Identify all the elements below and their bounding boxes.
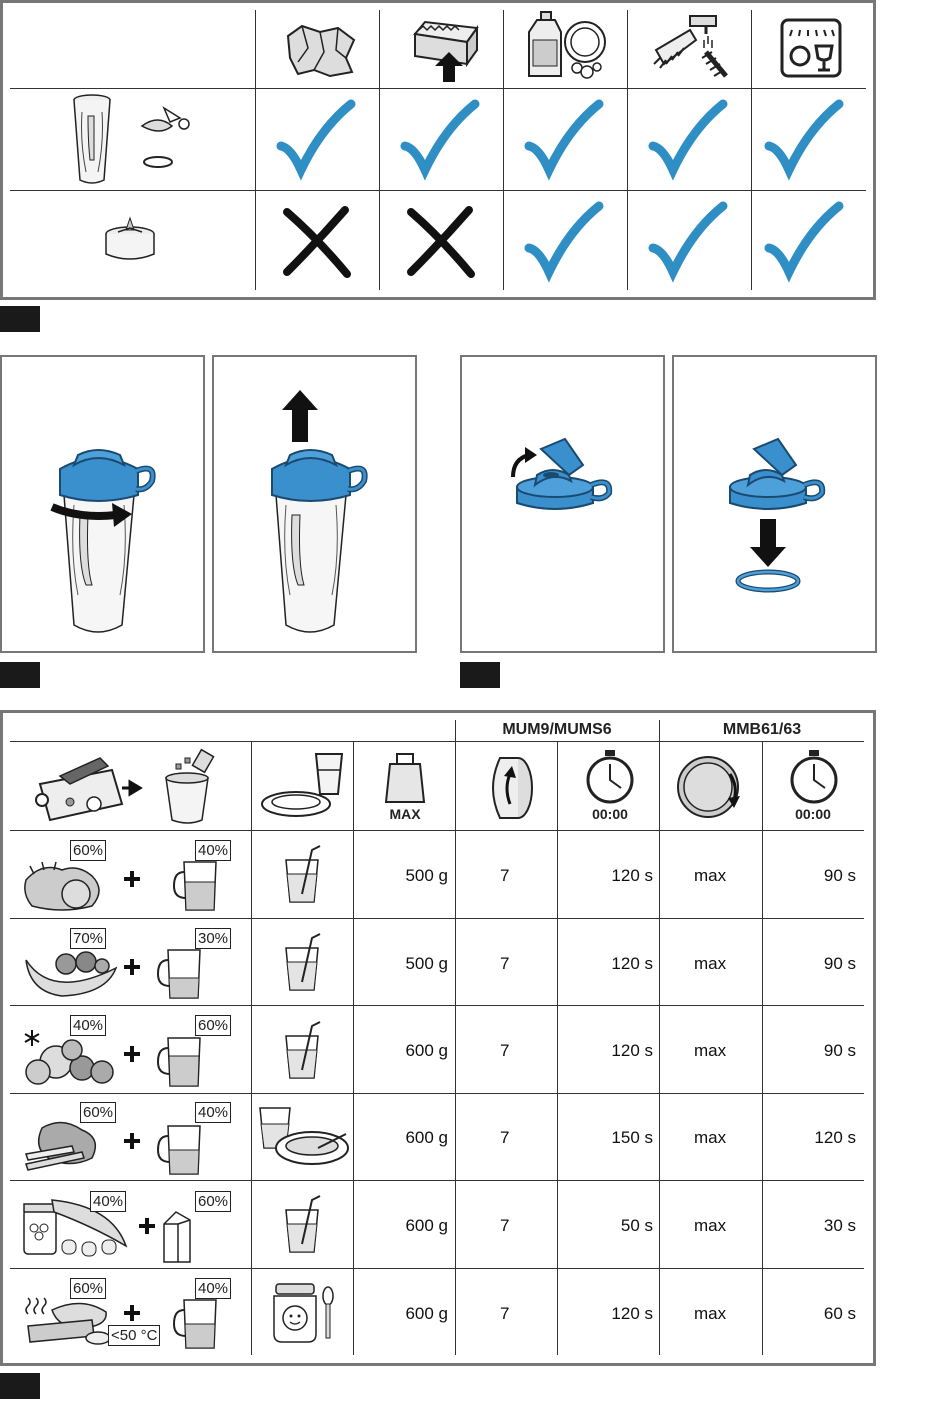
divider (251, 741, 252, 1355)
jug-icon (156, 1034, 206, 1090)
divider (10, 1093, 864, 1094)
cross-icon (287, 210, 347, 274)
weight-value: 500 g (405, 866, 448, 885)
time-value-mum: 50 s (620, 1216, 653, 1235)
divider (455, 720, 456, 1355)
liquid-percent: 60% (195, 1191, 231, 1212)
glass-straw-icon (284, 1020, 324, 1080)
setting-value: max (694, 954, 727, 973)
check-icon (405, 104, 475, 170)
figure-tab (0, 1373, 40, 1399)
liquid-percent: 40% (195, 1278, 231, 1299)
jug-icon (172, 858, 222, 914)
bottle-lift-illustration (252, 390, 382, 645)
plus-icon (122, 869, 142, 889)
setting-value: max (694, 1041, 727, 1060)
jug-icon (156, 946, 206, 1002)
fruit-icon (22, 944, 122, 1000)
figure-tab (0, 306, 40, 332)
ingredient-percent: 60% (70, 1278, 106, 1299)
weight-value: 600 g (405, 1304, 448, 1323)
ingredient-percent: 70% (70, 928, 106, 949)
figure-tab (0, 662, 40, 688)
cross-icon (411, 210, 471, 274)
control-knob-icon (676, 754, 746, 820)
bottle-twist-illustration (40, 445, 170, 645)
ingredient-percent: 40% (70, 1015, 106, 1036)
time-value-mum: 120 s (611, 1041, 653, 1060)
baby-food-jar-icon (272, 1280, 336, 1346)
speed-value: 7 (500, 1216, 510, 1235)
liquid-percent: 30% (195, 928, 231, 949)
max-label: MAX (389, 806, 421, 822)
glass-and-bowl-icon (258, 1104, 350, 1168)
group-header-mmb: MMB61/63 (722, 721, 802, 738)
setting-value: max (694, 1304, 727, 1323)
weight-value: 500 g (405, 954, 448, 973)
temperature-note: <50 °C (108, 1325, 160, 1346)
time-value-mmb: 90 s (823, 1041, 856, 1060)
setting-value: max (694, 1128, 727, 1147)
plus-icon (122, 1303, 142, 1323)
liquid-percent: 40% (195, 1102, 231, 1123)
cleaning-results (0, 0, 876, 300)
check-icon (653, 206, 723, 272)
time-value-mmb: 90 s (823, 954, 856, 973)
time-value-mum: 120 s (611, 866, 653, 885)
jug-icon (156, 1122, 206, 1178)
time-value-mmb: 90 s (823, 866, 856, 885)
ingredient-percent: 60% (70, 840, 106, 861)
divider (10, 1180, 864, 1181)
check-icon (281, 104, 351, 170)
time-value-mmb: 30 s (823, 1216, 856, 1235)
setting-value: max (694, 866, 727, 885)
group-header-mum: MUM9/MUMS6 (502, 721, 612, 738)
glass-straw-icon (284, 932, 324, 992)
leafy-vegetables-icon (22, 1118, 122, 1174)
ingredient-percent: 40% (90, 1191, 126, 1212)
speed-dial-icon (480, 754, 536, 822)
check-icon (769, 104, 839, 170)
glass-straw-icon (284, 1194, 324, 1254)
divider (10, 830, 864, 831)
milk-carton-icon (160, 1210, 194, 1264)
plus-icon (122, 957, 142, 977)
weight-icon (384, 752, 426, 806)
time-value-mum: 120 s (611, 1304, 653, 1323)
check-icon (529, 206, 599, 272)
lid-seal-illustration (718, 435, 833, 595)
divider (762, 741, 763, 1355)
check-icon (653, 104, 723, 170)
weight-value: 600 g (405, 1041, 448, 1060)
weight-value: 600 g (405, 1216, 448, 1235)
divider (10, 741, 864, 742)
divider (353, 741, 354, 1355)
figure-tab (460, 662, 500, 688)
plus-icon (137, 1216, 157, 1236)
speed-value: 7 (500, 866, 510, 885)
divider (10, 1268, 864, 1269)
glass-straw-icon (284, 844, 324, 904)
glass-and-plate-icon (258, 750, 348, 822)
setting-value: max (694, 1216, 727, 1235)
plus-icon (122, 1044, 142, 1064)
speed-value: 7 (500, 1041, 510, 1060)
time-value-mmb: 120 s (814, 1128, 856, 1147)
check-icon (769, 206, 839, 272)
plus-icon (122, 1131, 142, 1151)
timer-icon (789, 750, 839, 806)
time-value-mmb: 60 s (823, 1304, 856, 1323)
timer-label: 00:00 (795, 806, 831, 822)
time-value-mum: 120 s (611, 954, 653, 973)
speed-value: 7 (500, 1304, 510, 1323)
jug-icon (172, 1296, 222, 1352)
divider (10, 1005, 864, 1006)
speed-value: 7 (500, 954, 510, 973)
check-icon (529, 104, 599, 170)
timer-icon (585, 750, 635, 806)
ingredient-percent: 60% (80, 1102, 116, 1123)
lid-open-illustration (505, 435, 620, 520)
weight-value: 600 g (405, 1128, 448, 1147)
vegetables-icon (22, 860, 122, 912)
divider (557, 741, 558, 1355)
divider (10, 918, 864, 919)
timer-label: 00:00 (592, 806, 628, 822)
speed-value: 7 (500, 1128, 510, 1147)
liquid-percent: 40% (195, 840, 231, 861)
liquid-percent: 60% (195, 1015, 231, 1036)
cooked-vegetables-icon (22, 1292, 122, 1348)
divider (659, 720, 660, 1355)
time-value-mum: 150 s (611, 1128, 653, 1147)
chop-and-fill-icon (30, 748, 240, 824)
